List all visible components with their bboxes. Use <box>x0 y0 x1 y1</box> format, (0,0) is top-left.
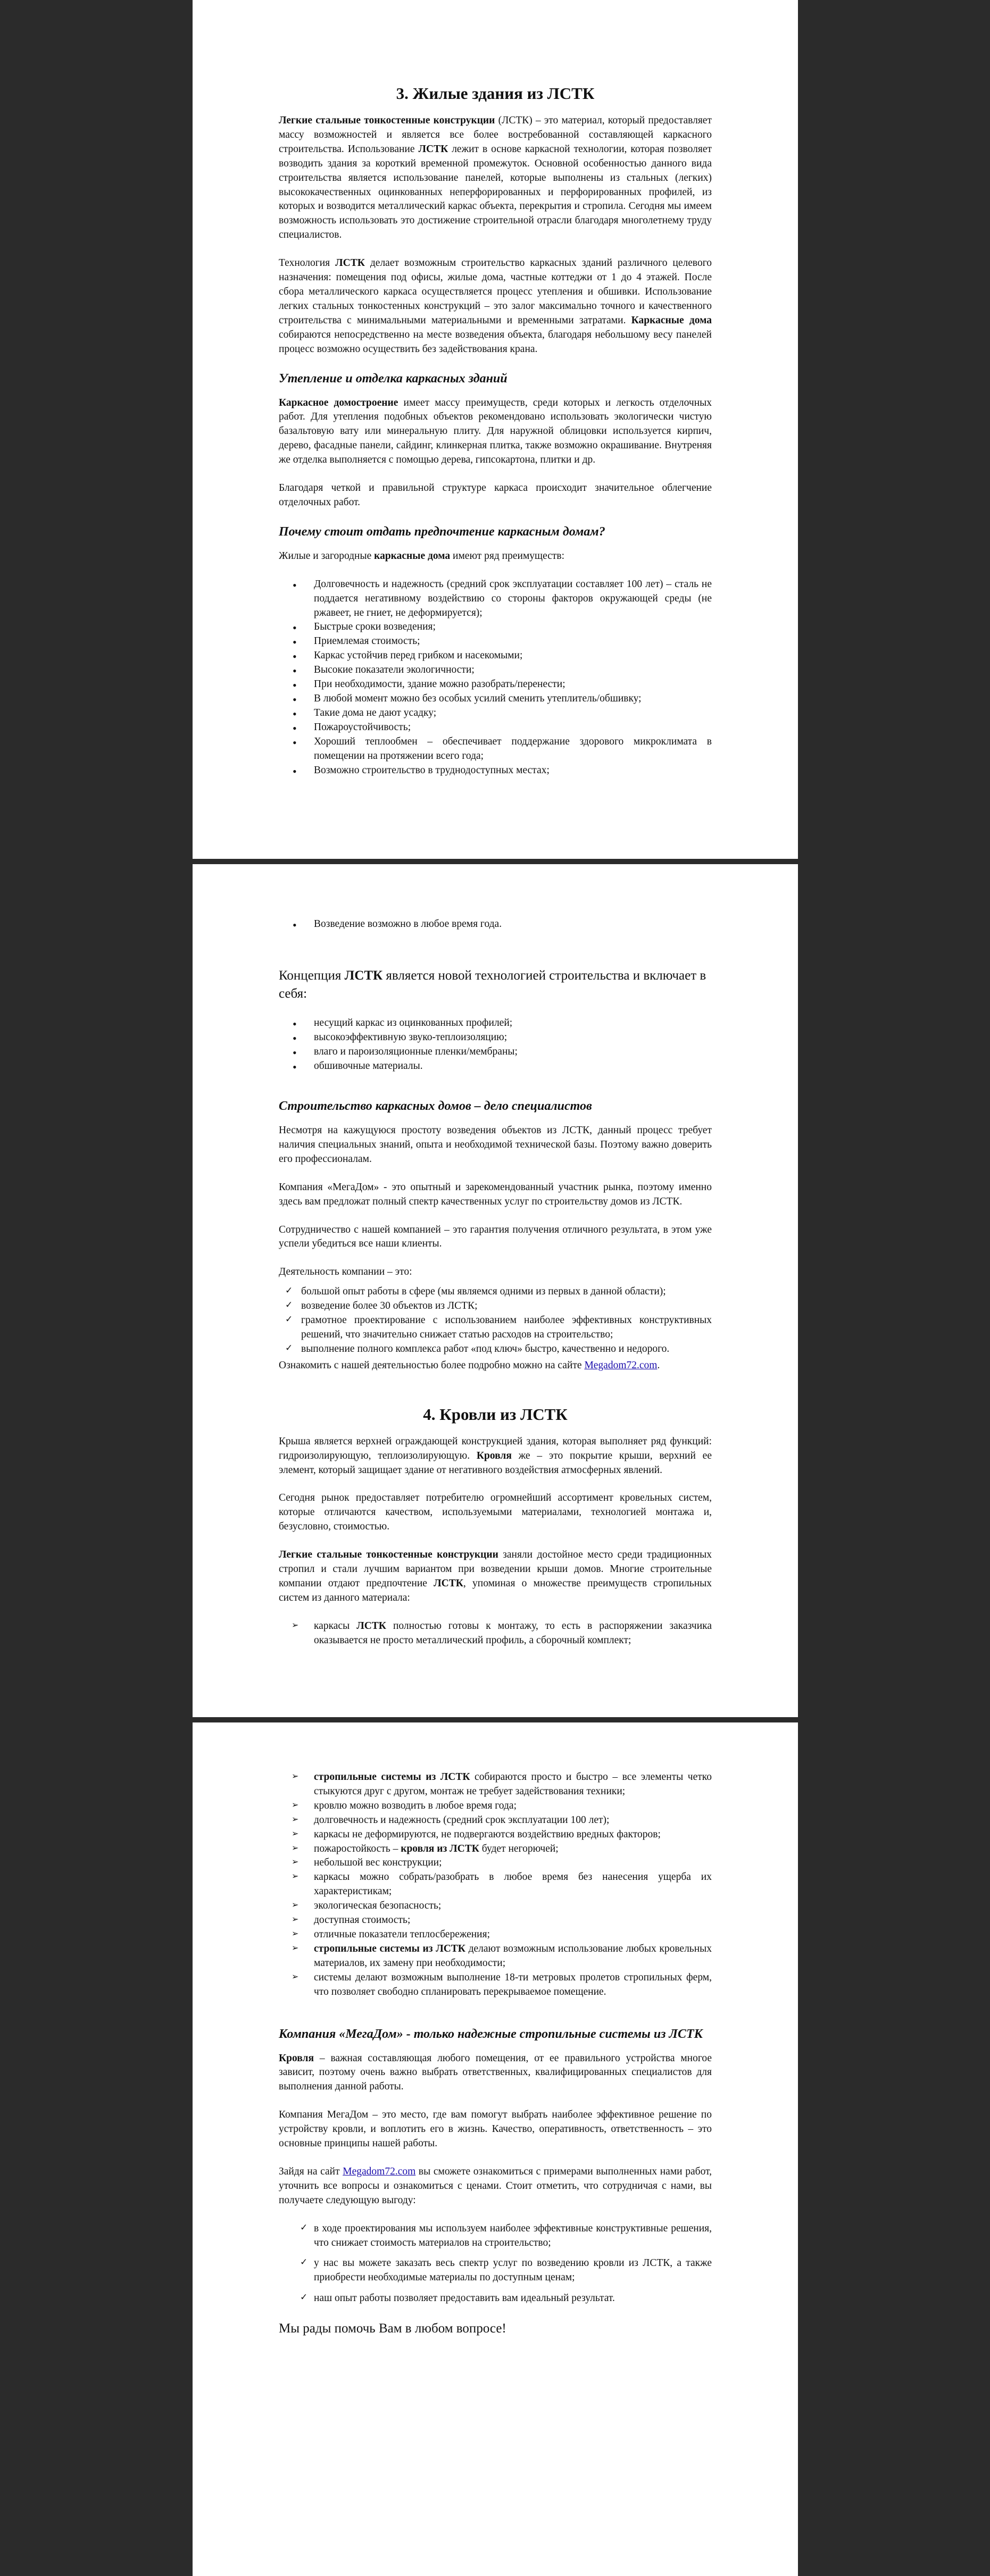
list-item: • высокоэффективную звуко-теплоизоляцию; <box>279 1031 712 1045</box>
list-item: • Приемлемая стоимость; <box>279 634 712 649</box>
specialists-paragraph: Несмотря на кажущуюся простоту возведения объектов из ЛСТК, данный процесс требует наличия специальных знаний, опыта и необходимой технической базы. Поэтому важно доверить его профессионалам. <box>279 1125 712 1165</box>
site-visit-paragraph <box>279 2165 712 2208</box>
site-end: . <box>657 1359 660 1371</box>
list-item: • Каркас устойчив перед грибком и насекомыми; <box>279 649 712 663</box>
site-text: Ознакомить с нашей деятельностью более подробно можно на сайте <box>279 1359 585 1371</box>
list-item: • Возведение возможно в любое время года. <box>279 917 712 932</box>
section-title-roofs: 4. Кровли из ЛСТК <box>423 1404 568 1424</box>
roof-advantages-list <box>279 1619 712 1648</box>
site-link[interactable]: Megadom72.com <box>343 2165 416 2177</box>
list-item: ➢ долговечность и надежность (средний срок эксплуатации 100 лет); <box>279 1813 712 1828</box>
list-item: ➢ каркасы ЛСТК полностью готовы к монтажу, то есть в распоряжении заказчика оказывается не просто металлический профиль, а сборочный комплект; <box>279 1619 712 1648</box>
activity-list <box>279 1285 712 1357</box>
company-paragraph: Компания «МегаДом» - это опытный и зарекомендованный участник рынка, поэтому именно здесь вам предложат полный спектр качественных услуг по строительству домов из ЛСТК. <box>279 1181 712 1207</box>
list-item: ➢ стропильные системы из ЛСТК собираются просто и быстро – все элементы четко стыкуются друг с другом, монтаж не требует задействования техники; <box>279 1770 712 1799</box>
list-item: • Пожароустойчивость; <box>279 721 712 735</box>
list-item: ➢ стропильные системы из ЛСТК делают возможным использование любых кровельных материалов, их замену при необходимости; <box>279 1942 712 1971</box>
list-item: ➢ каркасы не деформируются, не подвергаются воздействию вредных факторов; <box>279 1828 712 1842</box>
list-item: • Возможно строительство в труднодоступных местах; <box>279 764 712 778</box>
list-item: • влаго и пароизоляционные пленки/мембраны; <box>279 1045 712 1059</box>
document-page-2 <box>193 864 798 1717</box>
list-item: ➢ каркасы можно собрать/разобрать в любое время без нанесения ущерба их характеристикам; <box>279 1870 712 1899</box>
list-item: ➢ небольшой вес конструкции; <box>279 1856 712 1870</box>
concept-paragraph: Концепция ЛСТК является новой технологией строительства и включает в себя: <box>279 968 706 1001</box>
list-item: ✓ возведение более 30 объектов из ЛСТК; <box>279 1299 712 1314</box>
document-page-3 <box>193 1722 798 2576</box>
roof-importance-paragraph: Кровля – важная составляющая любого помещения, от ее правильного устройства многое зависит, поэтому очень важно выбрать ответственных, квалифицированных специалистов для выполнения данной работы. <box>279 2052 712 2093</box>
list-item: ➢ отличные показатели теплосбережения; <box>279 1928 712 1942</box>
concept-list <box>279 1016 712 1074</box>
advantages-list <box>279 578 712 778</box>
list-item: ➢ системы делают возможным выполнение 18-ти метровых пролетов стропильных ферм, что позволяет свободно спланировать перекрываемое помещение. <box>279 1971 712 2000</box>
heading-specialists: Строительство каркасных домов – дело специалистов <box>279 1099 592 1114</box>
advantages-intro: Жилые и загородные каркасные дома имеют ряд преимуществ: <box>279 550 565 562</box>
site-paragraph <box>279 1359 712 1373</box>
list-item: ➢ доступная стоимость; <box>279 1913 712 1928</box>
lstk-roof-paragraph: Легкие стальные тонкостенные конструкции заняли достойное место среди традиционных стропил и стали лучшим вариантом при возведении крыши домов. Многие строительные компании отдают предпочтение ЛСТК, упоминая о множестве преимуществ стропильных систем из данного материала: <box>279 1549 712 1603</box>
closing-line: Мы рады помочь Вам в любом вопросе! <box>279 2321 506 2336</box>
list-item: • несущий каркас из оцинкованных профилей; <box>279 1016 712 1031</box>
list-item: • Быстрые сроки возведения; <box>279 620 712 634</box>
heading-insulation: Утепление и отделка каркасных зданий <box>279 371 508 386</box>
list-item: ✓ большой опыт работы в сфере (мы являемся одними из первых в данной области); <box>279 1285 712 1299</box>
list-item: • При необходимости, здание можно разобрать/перенести; <box>279 678 712 692</box>
list-item: • Хороший теплообмен – обеспечивает поддержание здорового микроклимата в помещении на протяжении всего года; <box>279 735 712 764</box>
list-item: ➢ кровлю можно возводить в любое время года; <box>279 1799 712 1813</box>
site-visit-text-b: вы сможете ознакомиться с примерами выполненных нами работ, уточнить все вопросы и ознакомиться с ценами. Стоит отметить, что сотрудничая с нами, вы получаете следующую выгоду: <box>279 2165 712 2206</box>
section-title-residential: 3. Жилые здания из ЛСТК <box>396 84 595 103</box>
list-item: • Высокие показатели экологичности; <box>279 663 712 678</box>
technology-paragraph: Технология ЛСТК делает возможным строительство каркасных зданий различного целевого назначения: помещения под офисы, жилые дома, частные коттеджи от 1 до 4 этажей. После сбора металлического каркаса осуществляется процесс утепления и обшивки. Использование легких стальных тонкостенных конструкций – это залог максимально точного и качественного строительства с минимальными материальными и временными затратами. Каркасные дома собираются непосредственно на месте возведения объекта, благодаря небольшому весу панелей процесс возможно осуществить без задействования крана. <box>279 257 712 355</box>
list-item: ✓ грамотное проектирование с использованием наиболее эффективных конструктивных решений, что значительно снижает статью расходов на строительство; <box>279 1314 712 1342</box>
list-item: • обшивочные материалы. <box>279 1059 712 1074</box>
list-item: ✓ наш опыт работы позволяет предоставить вам идеальный результат. <box>279 2291 712 2306</box>
list-item: ➢ экологическая безопасность; <box>279 1899 712 1913</box>
site-visit-text-a: Зайдя на сайт <box>279 2165 343 2177</box>
benefits-list <box>279 2222 712 2306</box>
document-page-1 <box>193 0 798 859</box>
company-megadom-paragraph: Компания МегаДом – это место, где вам помогут выбрать наиболее эффективное решение по устройству кровли, и воплотить его в жизнь. Качество, оперативность, ответственность – это основные принципы нашей работы. <box>279 2109 712 2150</box>
insulation-paragraph: Каркасное домостроение имеет массу преимуществ, среди которых и легкость отделочных работ. Для утепления подобных объектов рекомендовано использовать экологически чистую базальтовую вату или минеральную плиту. Для наружной облицовки используется кирпич, дерево, фасадные панели, сайдинг, клинкерная плитка, также возможно окрашивание. Внутреняя же отделка выполняется с помощью дерева, гипсокартона, плитки и др. <box>279 397 712 466</box>
roof-definition-paragraph: Крыша является верхней ограждающей конструкцией здания, которая выполняет ряд функций: гидроизолирующую, теплоизолирующую. Кровля же – это покрытие крыши, верхний ее элемент, который защищает здание от негативного воздействия атмосферных явлений. <box>279 1435 712 1476</box>
intro-paragraph: Легкие стальные тонкостенные конструкции (ЛСТК) – это материал, который предоставляет массу возможностей и является все более востребованной составляющей каркасного строительства. Использование ЛСТК лежит в основе каркасной технологии, которая позволяет возводить здания за короткий временной промежуток. Основной особенностью данного вида строительства является использование панелей, которые выполнены из стальных (легких) высококачественных оцинкованных неперфорированных и перфорированных профилей, из которых и возводится металлический каркас объекта, перекрытия и стропила. Сегодня мы имеем возможность использовать это достижение строительной отрасли благодаря многолетнему труду специалистов. <box>279 115 712 241</box>
market-paragraph: Сегодня рынок предоставляет потребителю огромнейший ассортимент кровельных систем, которые отличаются качеством, используемыми материалами, технологией монтажа и, безусловно, стоимостью. <box>279 1492 712 1533</box>
structure-paragraph: Благодаря четкой и правильной структуре каркаса происходит значительное облегчение отделочных работ. <box>279 482 712 508</box>
list-item: ✓ у нас вы можете заказать весь спектр услуг по возведению кровли из ЛСТК, а также приобрести необходимые материалы по доступным ценам; <box>279 2256 712 2285</box>
advantages-list-continued <box>279 917 712 932</box>
heading-company: Компания «МегаДом» - только надежные стропильные системы из ЛСТК <box>279 2027 703 2041</box>
roof-advantages-list-continued <box>279 1770 712 2000</box>
list-item: • Долговечность и надежность (средний срок эксплуатации составляет 100 лет) – сталь не поддается негативному воздействию со стороны факторов окружающей среды (не ржавеет, не гниет, не деформируется); <box>279 578 712 621</box>
list-item: ✓ в ходе проектирования мы используем наиболее эффективные конструктивные решения, что снижает стоимость материалов на строительство; <box>279 2222 712 2251</box>
cooperation-paragraph: Сотрудничество с нашей компанией – это гарантия получения отличного результата, в этом уже успели убедиться все наши клиенты. <box>279 1224 712 1250</box>
list-item: ✓ выполнение полного комплекса работ «под ключ» быстро, качественно и недорого. <box>279 1342 712 1357</box>
heading-why-frame: Почему стоит отдать предпочтение каркасным домам? <box>279 524 605 539</box>
site-link[interactable]: Megadom72.com <box>584 1359 658 1371</box>
list-item: • В любой момент можно без особых усилий сменить утеплитель/обшивку; <box>279 692 712 706</box>
activity-label: Деятельность компании – это: <box>279 1266 412 1278</box>
list-item: ➢ пожаростойкость – кровля из ЛСТК будет негорючей; <box>279 1842 712 1856</box>
list-item: • Такие дома не дают усадку; <box>279 706 712 721</box>
